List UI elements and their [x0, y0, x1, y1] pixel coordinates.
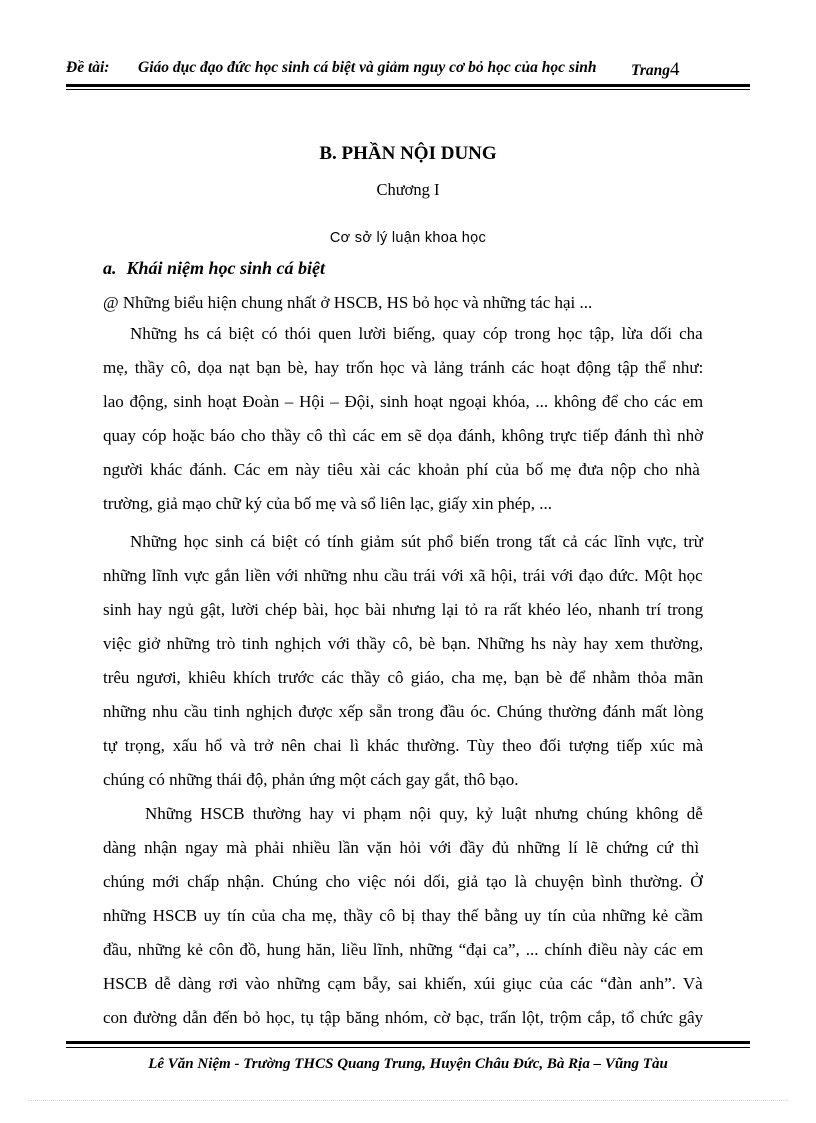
body-line: Những học sinh cá biệt có tính giảm sút phổ biến trong tất cả các lĩnh vực, trừ [130, 532, 703, 551]
footer-rule-thick [66, 1041, 750, 1044]
page-footer: Lê Văn Niệm - Trường THCS Quang Trung, Huyện Châu Đức, Bà Rịa – Vũng Tàu [148, 1056, 668, 1072]
body-line: dàng nhận ngay mà phải nhiều lần vặn hỏi với đầy đủ những lí lẽ chứng cứ thì [103, 838, 700, 857]
body-line: tự trọng, xấu hổ và trở nên chai lì khác thường. Tùy theo đối tượng tiếp xúc mà [103, 736, 704, 755]
body-line: @ Những biểu hiện chung nhất ở HSCB, HS bỏ học và những tác hại ... [103, 293, 593, 312]
section-letter: a. [103, 258, 117, 278]
section-heading [103, 258, 325, 279]
header-rule-thin [66, 89, 750, 90]
body-line: quay cóp hoặc báo cho thầy cô thì các em sẽ dọa đánh, không trực tiếp đánh thì nhờ [103, 426, 704, 445]
body-line: những nhu cầu tinh nghịch được xếp sẵn trong đầu óc. Chúng thường đánh mất lòng [103, 702, 704, 721]
part-title: B. PHẦN NỘI DUNG [319, 143, 497, 164]
page-break-divider [28, 1100, 788, 1101]
body-line: Những HSCB thường hay vi phạm nội quy, kỷ luật nhưng chúng không dễ [145, 804, 703, 823]
body-line: việc giở những trò tinh nghịch với thầy cô, bè bạn. Những hs này hay xem thường, [103, 634, 704, 653]
running-header [66, 55, 750, 81]
body-line: những HSCB uy tín của cha mẹ, thầy cô bị thay thế bằng uy tín của những kẻ cầm [103, 906, 703, 925]
section-heading-text: Khái niệm học sinh cá biệt [126, 258, 326, 278]
body-line: chúng có những thái độ, phản ứng một cách gay gắt, thô bạo. [103, 770, 519, 789]
body-line: con đường dẫn đến bỏ học, tụ tập băng nhóm, cờ bạc, trấn lột, trộm cắp, tổ chức gây [103, 1008, 704, 1027]
body-line: những lĩnh vực gắn liền với những nhu cầu trái với xã hội, trái với đạo đức. Một học [103, 566, 703, 585]
body-line: đầu, những kẻ côn đồ, hung hăn, liều lĩnh, những “đại ca”, ... chính điều này các em [103, 940, 704, 959]
footer-rule-thin [66, 1047, 750, 1048]
body-line: mẹ, thầy cô, dọa nạt bạn bè, hay trốn học và lảng tránh các hoạt động tập thể như: [103, 358, 704, 377]
header-rule-thick [66, 84, 750, 87]
header-page-word: Trang [631, 62, 671, 79]
header-page [631, 59, 680, 81]
body-line: Những hs cá biệt có thói quen lười biếng, quay cóp trong học tập, lừa dối cha [130, 324, 703, 343]
body-line: HSCB dễ dàng rơi vào những cạm bẫy, sai khiến, xúi giục của các “đàn anh”. Và [103, 974, 703, 993]
chapter-title: Chương I [376, 180, 440, 199]
body-line: chúng mới chấp nhận. Chúng cho việc nói dối, giả tạo là chuyện bình thường. Ở [103, 872, 703, 891]
header-topic: Giáo dục đạo đức học sinh cá biệt và giảm nguy cơ bỏ học của học sinh [138, 59, 597, 76]
header-label: Đề tài: [66, 59, 110, 76]
body-line: người khác đánh. Các em này tiêu xài các khoản phí của bố mẹ đưa nộp cho nhà [103, 460, 700, 479]
body-line: lao động, sinh hoạt Đoàn – Hội – Đội, sinh hoạt ngoại khóa, ... không để cho các em [103, 392, 704, 411]
body-line: sinh hay ngủ gật, lười chép bài, học bài nhưng lại tỏ ra rất khéo léo, nhanh trí trong [103, 600, 704, 619]
body-line: trêu ngươi, khiêu khích trước các thầy cô giáo, cha mẹ, bạn bè để nhằm thỏa mãn [103, 668, 704, 687]
chapter-subtitle: Cơ sở lý luận khoa học [329, 230, 487, 246]
body-line: trường, giả mạo chữ ký của bố mẹ và sổ liên lạc, giấy xin phép, ... [103, 494, 552, 513]
header-page-number: 4 [670, 59, 680, 80]
